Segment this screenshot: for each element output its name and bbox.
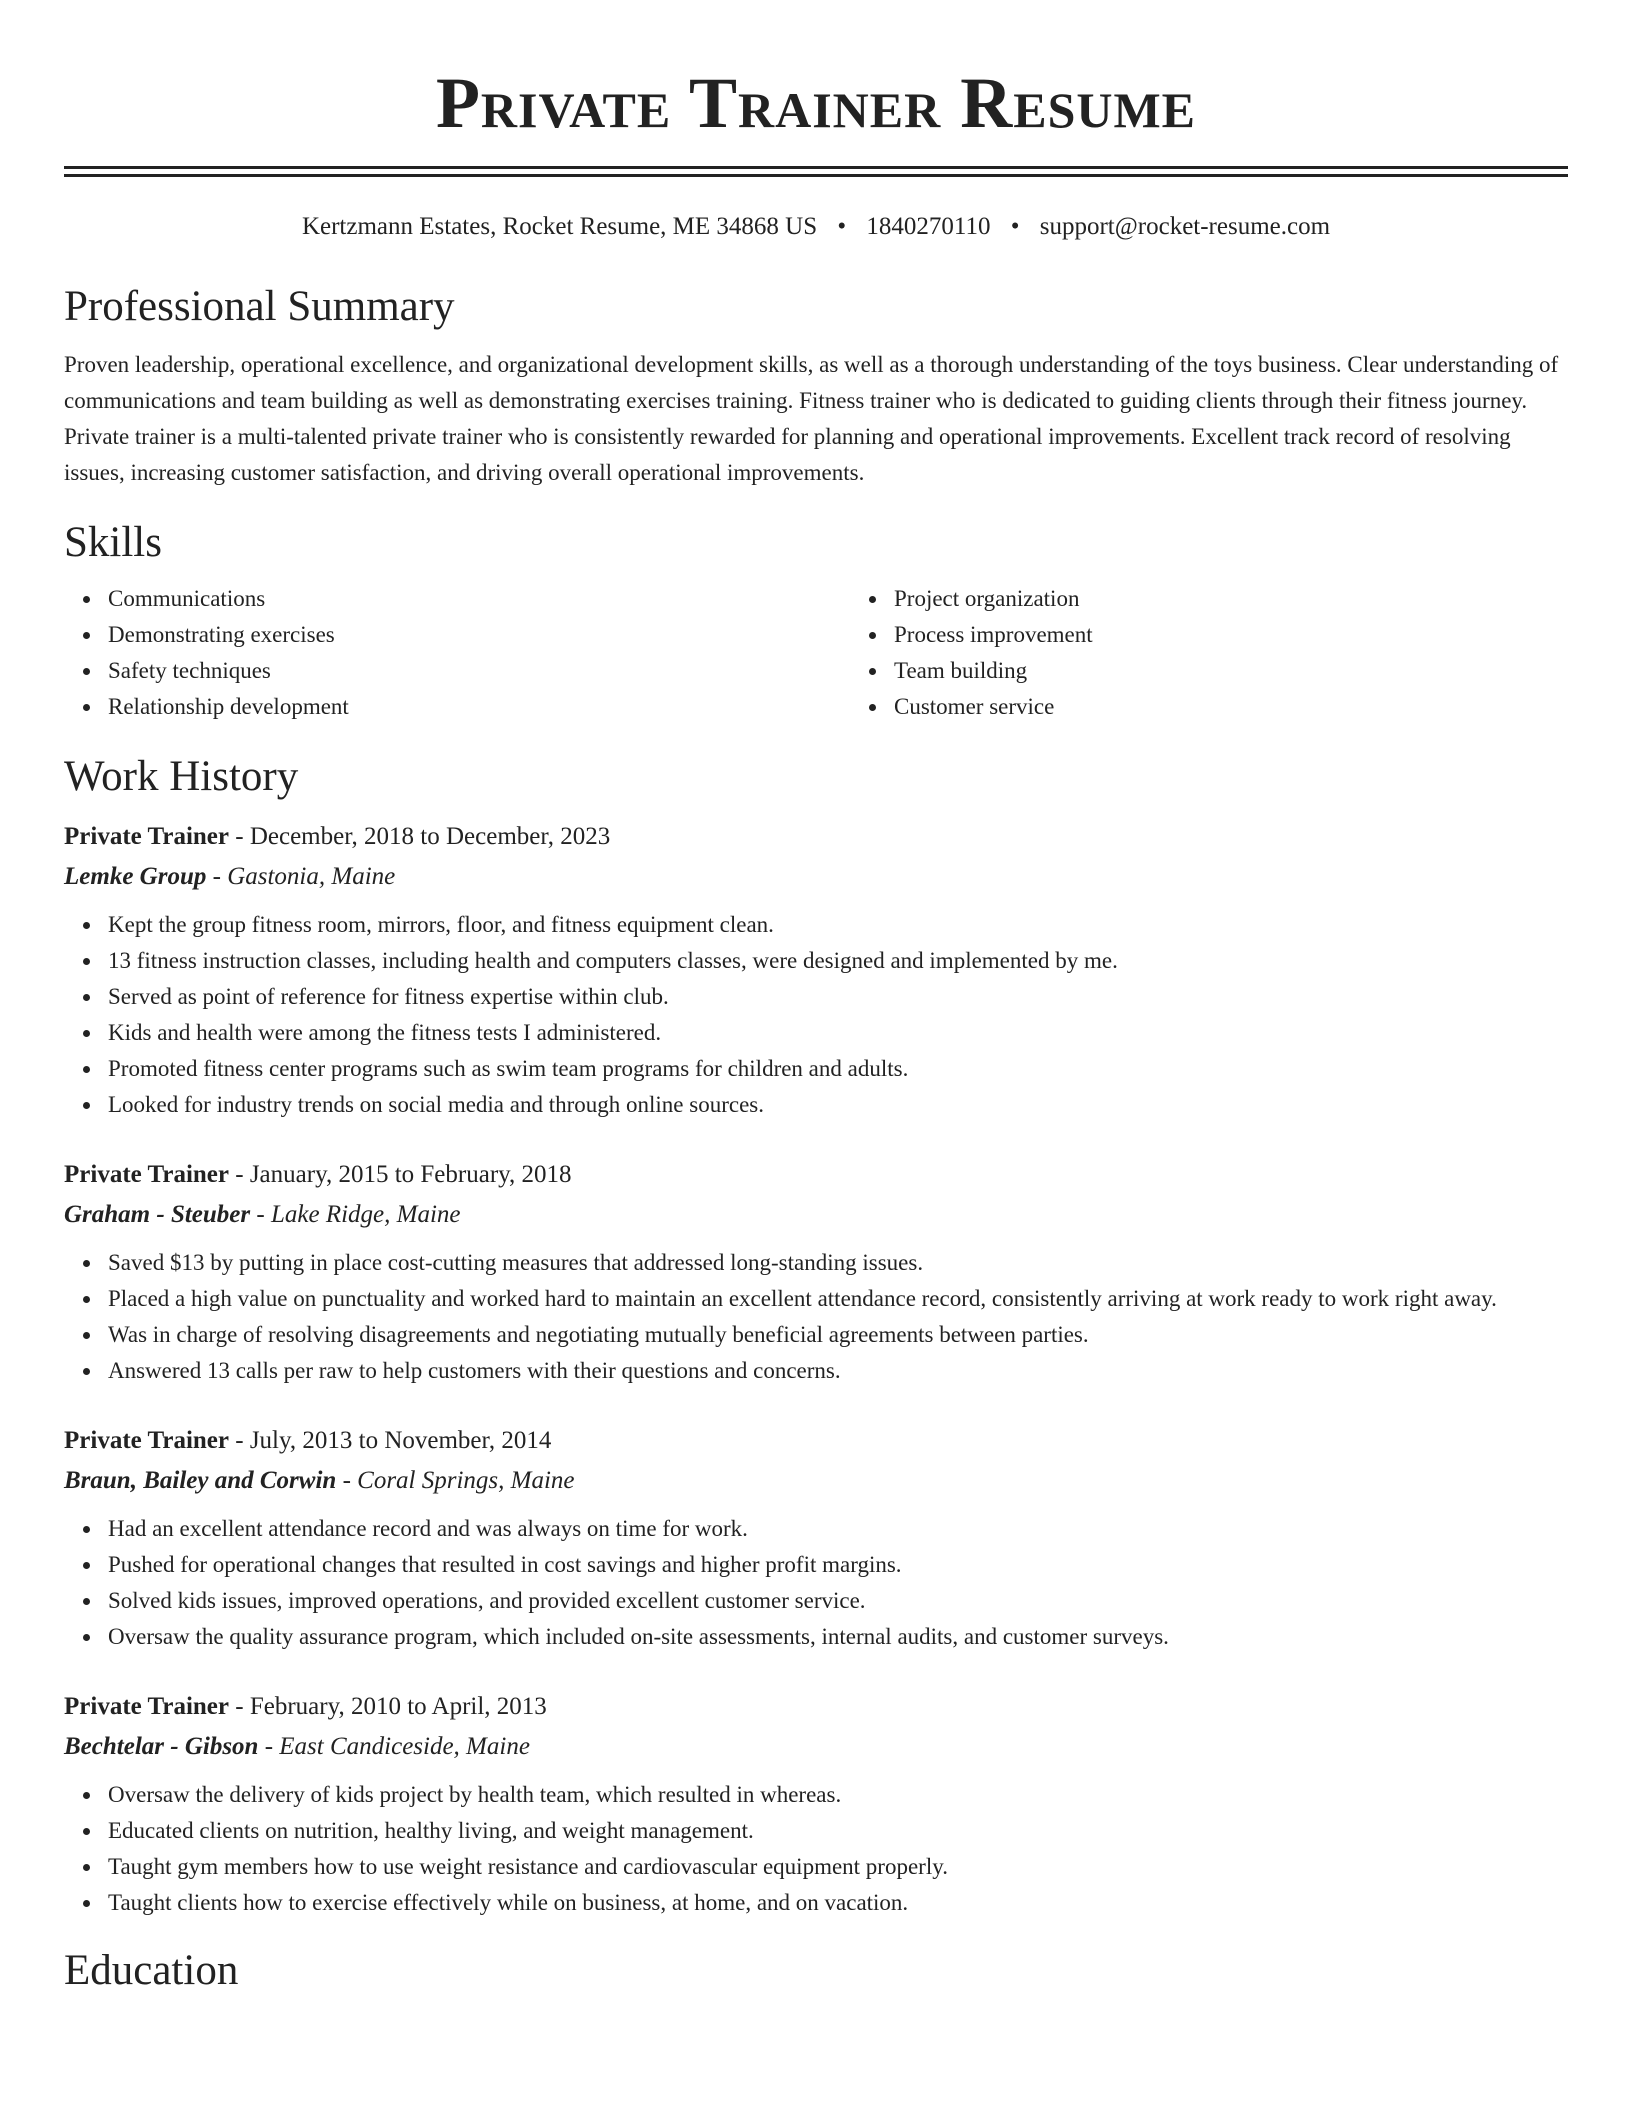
job-company: Braun, Bailey and Corwin	[64, 1467, 337, 1494]
job-company: Graham - Steuber	[64, 1201, 251, 1228]
skill-item: Project organization	[894, 581, 1632, 617]
skill-item: Communications	[108, 581, 850, 617]
job-dates: January, 2015 to February, 2018	[249, 1161, 572, 1188]
job-title: Private Trainer	[64, 823, 229, 850]
job-bullets	[64, 1777, 1568, 1921]
job-location: Coral Springs, Maine	[357, 1467, 575, 1494]
job-bullet: Oversaw the quality assurance program, which included on-site assessments, internal audits, and customer surveys.	[108, 1619, 1568, 1655]
resume-title: Private Trainer Resume	[435, 63, 1197, 143]
job-bullet: Placed a high value on punctuality and worked hard to maintain an excellent attendance record, consistently arriving at work ready to work right away.	[108, 1281, 1568, 1317]
job-bullet: Promoted fitness center programs such as swim team programs for children and adults.	[108, 1051, 1568, 1087]
skill-item: Customer service	[894, 689, 1632, 725]
contact-line	[64, 211, 1568, 243]
skill-item: Relationship development	[108, 689, 850, 725]
skills-list	[64, 581, 1568, 725]
job-title: Private Trainer	[64, 1161, 229, 1188]
job-entry	[64, 1155, 1568, 1389]
job-bullet: Taught clients how to exercise effectively while on business, at home, and on vacation.	[108, 1885, 1568, 1921]
job-entry	[64, 1687, 1568, 1921]
job-location: East Candiceside, Maine	[279, 1733, 530, 1760]
job-bullet: Was in charge of resolving disagreements and negotiating mutually beneficial agreements between parties.	[108, 1317, 1568, 1353]
job-bullet: Oversaw the delivery of kids project by health team, which resulted in whereas.	[108, 1777, 1568, 1813]
contact-phone: 1840270110	[866, 213, 991, 240]
skills-heading: Skills	[64, 519, 162, 566]
job-location: Gastonia, Maine	[227, 863, 396, 890]
skill-item: Process improvement	[894, 617, 1632, 653]
job-bullet: Solved kids issues, improved operations, and provided excellent customer service.	[108, 1583, 1568, 1619]
job-bullet: Served as point of reference for fitness expertise within club.	[108, 979, 1568, 1015]
job-title: Private Trainer	[64, 1427, 229, 1454]
job-bullet: Answered 13 calls per raw to help customers with their questions and concerns.	[108, 1353, 1568, 1389]
contact-separator: •	[837, 213, 847, 240]
job-company: Lemke Group	[64, 863, 207, 890]
job-title: Private Trainer	[64, 1693, 229, 1720]
job-bullet: Taught gym members how to use weight resistance and cardiovascular equipment properly.	[108, 1849, 1568, 1885]
job-header: Private Trainer - July, 2013 to November, 2014	[64, 1427, 552, 1454]
job-bullet: 13 fitness instruction classes, including health and computers classes, were designed and implemented by me.	[108, 943, 1568, 979]
summary-text: Proven leadership, operational excellence, and organizational development skills, as well as a thorough understanding of the toys business. Clear understanding of communications and team building as well as demonstrating exercises training. Fitness trainer who is dedicated to guiding clients through their fitness journey. Private trainer is a multi-talented private trainer who is consistently rewarded for planning and operational improvements. Excellent track record of resolving issues, increasing customer satisfaction, and driving overall operational improvements.	[64, 352, 1559, 485]
job-header: Private Trainer - February, 2010 to April, 2013	[64, 1693, 547, 1720]
job-header: Private Trainer - December, 2018 to December, 2023	[64, 823, 611, 850]
skills-column-right	[850, 581, 1632, 725]
job-bullet: Had an excellent attendance record and was always on time for work.	[108, 1511, 1568, 1547]
skill-item: Demonstrating exercises	[108, 617, 850, 653]
skill-item: Team building	[894, 653, 1632, 689]
education-heading: Education	[64, 1947, 239, 1994]
skill-item: Safety techniques	[108, 653, 850, 689]
job-employer: Bechtelar - Gibson - East Candiceside, Maine	[64, 1733, 530, 1760]
job-bullets	[64, 1245, 1568, 1389]
job-employer: Lemke Group - Gastonia, Maine	[64, 863, 396, 890]
summary-heading: Professional Summary	[64, 283, 455, 330]
job-header: Private Trainer - January, 2015 to February, 2018	[64, 1161, 572, 1188]
job-bullet: Pushed for operational changes that resulted in cost savings and higher profit margins.	[108, 1547, 1568, 1583]
job-bullet: Kept the group fitness room, mirrors, floor, and fitness equipment clean.	[108, 907, 1568, 943]
job-bullets	[64, 907, 1568, 1123]
job-dates: December, 2018 to December, 2023	[249, 823, 611, 850]
job-entry	[64, 817, 1568, 1123]
work-history-heading: Work History	[64, 753, 299, 800]
job-bullet: Kids and health were among the fitness tests I administered.	[108, 1015, 1568, 1051]
job-dates: July, 2013 to November, 2014	[249, 1427, 552, 1454]
job-dates: February, 2010 to April, 2013	[249, 1693, 547, 1720]
job-bullets	[64, 1511, 1568, 1655]
job-company: Bechtelar - Gibson	[64, 1733, 259, 1760]
contact-address: Kertzmann Estates, Rocket Resume, ME 34868 US	[301, 213, 818, 240]
contact-separator: •	[1010, 213, 1020, 240]
job-entry	[64, 1421, 1568, 1655]
job-employer: Graham - Steuber - Lake Ridge, Maine	[64, 1201, 461, 1228]
job-employer: Braun, Bailey and Corwin - Coral Springs, Maine	[64, 1467, 575, 1494]
job-location: Lake Ridge, Maine	[270, 1201, 461, 1228]
job-bullet: Saved $13 by putting in place cost-cutting measures that addressed long-standing issues.	[108, 1245, 1568, 1281]
contact-email: support@rocket-resume.com	[1039, 213, 1331, 240]
title-double-rule	[64, 166, 1568, 177]
job-bullet: Educated clients on nutrition, healthy living, and weight management.	[108, 1813, 1568, 1849]
skills-column-left	[64, 581, 850, 725]
job-bullet: Looked for industry trends on social media and through online sources.	[108, 1087, 1568, 1123]
